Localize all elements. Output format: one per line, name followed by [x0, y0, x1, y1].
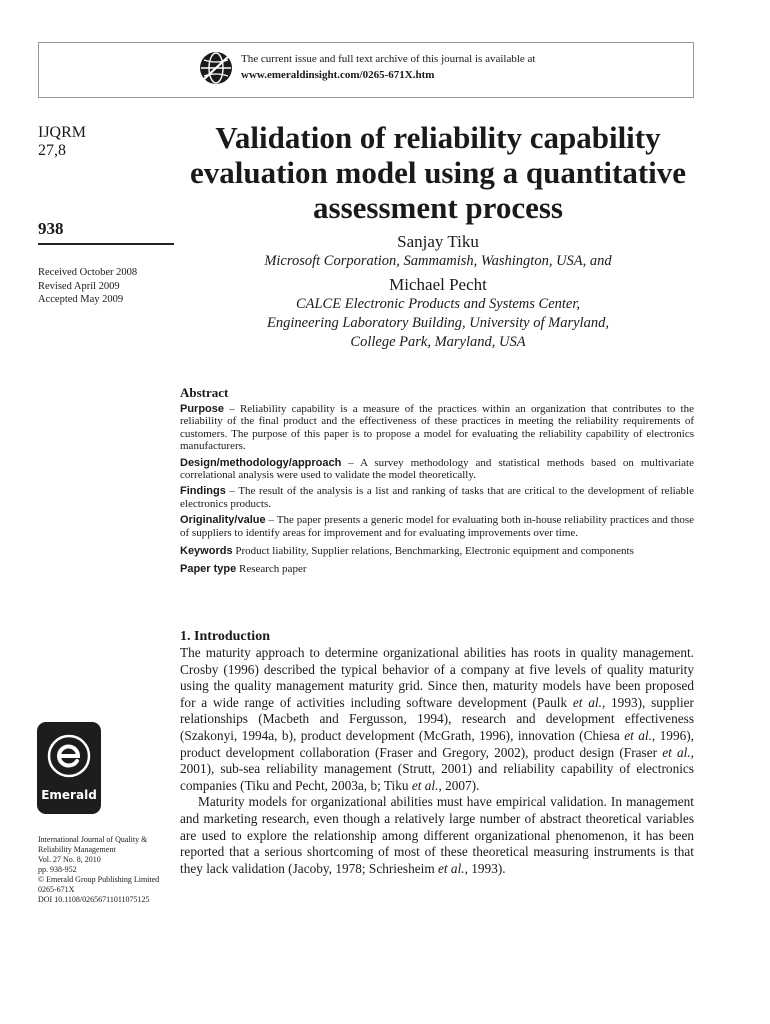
text-run: , 1993).: [464, 860, 506, 876]
design-text: – A survey methodology and statistical methods based on multivariate correlational analysis were used to validate the model theoretically.: [180, 456, 694, 482]
author-affiliation: [178, 295, 698, 352]
journal-abbreviation: IJQRM: [38, 124, 87, 141]
publication-info: [38, 835, 178, 905]
emerald-logo-icon: [47, 730, 91, 784]
abstract: [180, 385, 694, 580]
abstract-keywords: [180, 545, 694, 557]
text-run: et al.: [572, 694, 602, 710]
globe-icon: [199, 51, 233, 85]
text-run: et al.: [624, 727, 652, 743]
archive-notice: The current issue and full text archive of this journal is available at: [241, 53, 536, 65]
text-run: The maturity approach to determine organizational abilities has roots in quality management. Crosby (1996) described the typical behavior of a company at five levels of quality maturity using the quality management maturity grid. Since then, maturity models have been proposed for a wide range of activities including software development (Paulk: [180, 645, 694, 710]
revised-date: Revised April 2009: [38, 280, 120, 292]
pub-info-line: International Journal of Quality &: [38, 835, 148, 844]
section-heading: 1. Introduction: [180, 629, 270, 644]
text-run: , 2001), sub-sea reliability management (Strutt, 2001) and reliability capability of electronics companies (Tiku and Pecht, 2003a, b; Tiku: [180, 744, 694, 793]
received-date: Received October 2008: [38, 267, 138, 278]
abstract-originality: [180, 514, 694, 539]
findings-label: Findings: [180, 485, 226, 498]
text-run: , 1993), supplier relationships (Macbeth and Fergusson, 1994), research and development effectiveness (Szakonyi, 1994a, b), product development (McGrath, 1996), innovation (Chiesa: [180, 694, 694, 743]
affiliation-line: CALCE Electronic Products and Systems Center,: [295, 296, 581, 312]
text-run: , 2007).: [438, 777, 480, 793]
abstract-paper-type: [180, 563, 694, 575]
purpose-label: Purpose: [180, 403, 225, 415]
text-run: Maturity models for organizational abilities must have empirical validation. In management and marketing research, even though a relatively large number of abstract theoretical variables are used to explore the relationship among different organizational phenomenon, it has been reported that a serious shortcoming of most of these theoretical measuring instruments is that they lack validation (Jacoby, 1978; Schriesheim: [180, 794, 694, 876]
accepted-date: Accepted May 2009: [38, 294, 124, 305]
logo-wordmark: Emerald: [41, 788, 97, 802]
doi-link[interactable]: DOI 10.1108/02656711011075125: [38, 895, 150, 904]
paper-type-text: Research paper: [236, 563, 307, 576]
originality-label: Originality/value: [180, 514, 266, 527]
header-banner: [38, 42, 694, 98]
pub-info-line: © Emerald Group Publishing Limited: [38, 875, 160, 884]
keywords-text: Product liability, Supplier relations, Benchmarking, Electronic equipment and components: [232, 545, 634, 558]
affiliation-line: Engineering Laboratory Building, University of Maryland,: [267, 315, 609, 331]
design-label: Design/methodology/approach: [180, 456, 342, 469]
page-number: 938: [38, 219, 64, 238]
author-name: Sanjay Tiku: [397, 232, 479, 251]
purpose-text: – Reliability capability is a measure of the practices within an organization that contributes to the reliability of the final product and the effectiveness of these practices in meeting the reliability requirements of customers. The purpose of this paper is to propose a model for evaluating the reliability capability of electronics manufacturers.: [180, 403, 694, 453]
abstract-heading: Abstract: [180, 385, 229, 400]
author-name: Michael Pecht: [389, 275, 487, 294]
text-run: et al.: [411, 777, 439, 793]
text-run: et al.: [438, 860, 465, 876]
abstract-purpose: [180, 403, 694, 453]
body-paragraph: [180, 645, 694, 794]
pub-info-line: Vol. 27 No. 8, 2010: [38, 855, 101, 864]
text-run: et al.: [662, 744, 691, 760]
introduction-section: [180, 628, 694, 877]
affiliation-line: College Park, Maryland, USA: [350, 334, 526, 350]
pub-info-line: 0265-671X: [38, 885, 75, 894]
pub-info-line: pp. 938-952: [38, 865, 77, 874]
originality-text: – The paper presents a generic model for evaluating both in-house reliability practices and those of suppliers to identify areas for improvement and for evaluating improvements over time.: [180, 514, 694, 539]
divider: [38, 243, 174, 245]
abstract-findings: [180, 485, 694, 510]
submission-dates: [38, 266, 137, 307]
pub-info-line: Reliability Management: [38, 845, 116, 854]
article-title: Validation of reliability capability evaluation model using a quantitative assessment process: [189, 120, 687, 225]
body-paragraph: [180, 794, 694, 877]
abstract-design: [180, 457, 694, 482]
keywords-label: Keywords: [180, 545, 233, 558]
volume-issue: 27,8: [38, 142, 66, 159]
findings-text: – The result of the analysis is a list and ranking of tasks that are critical to the development of reliable electronics products.: [180, 485, 694, 510]
author-affiliation: Microsoft Corporation, Sammamish, Washington, USA, and: [264, 253, 612, 269]
paper-type-label: Paper type: [180, 563, 237, 576]
text-run: , 1996), product development collaboration (Fraser and Gregory, 2002), product design (Fraser: [180, 727, 695, 760]
emerald-logo: [37, 722, 101, 814]
archive-url-link[interactable]: www.emeraldinsight.com/0265-671X.htm: [241, 69, 435, 81]
